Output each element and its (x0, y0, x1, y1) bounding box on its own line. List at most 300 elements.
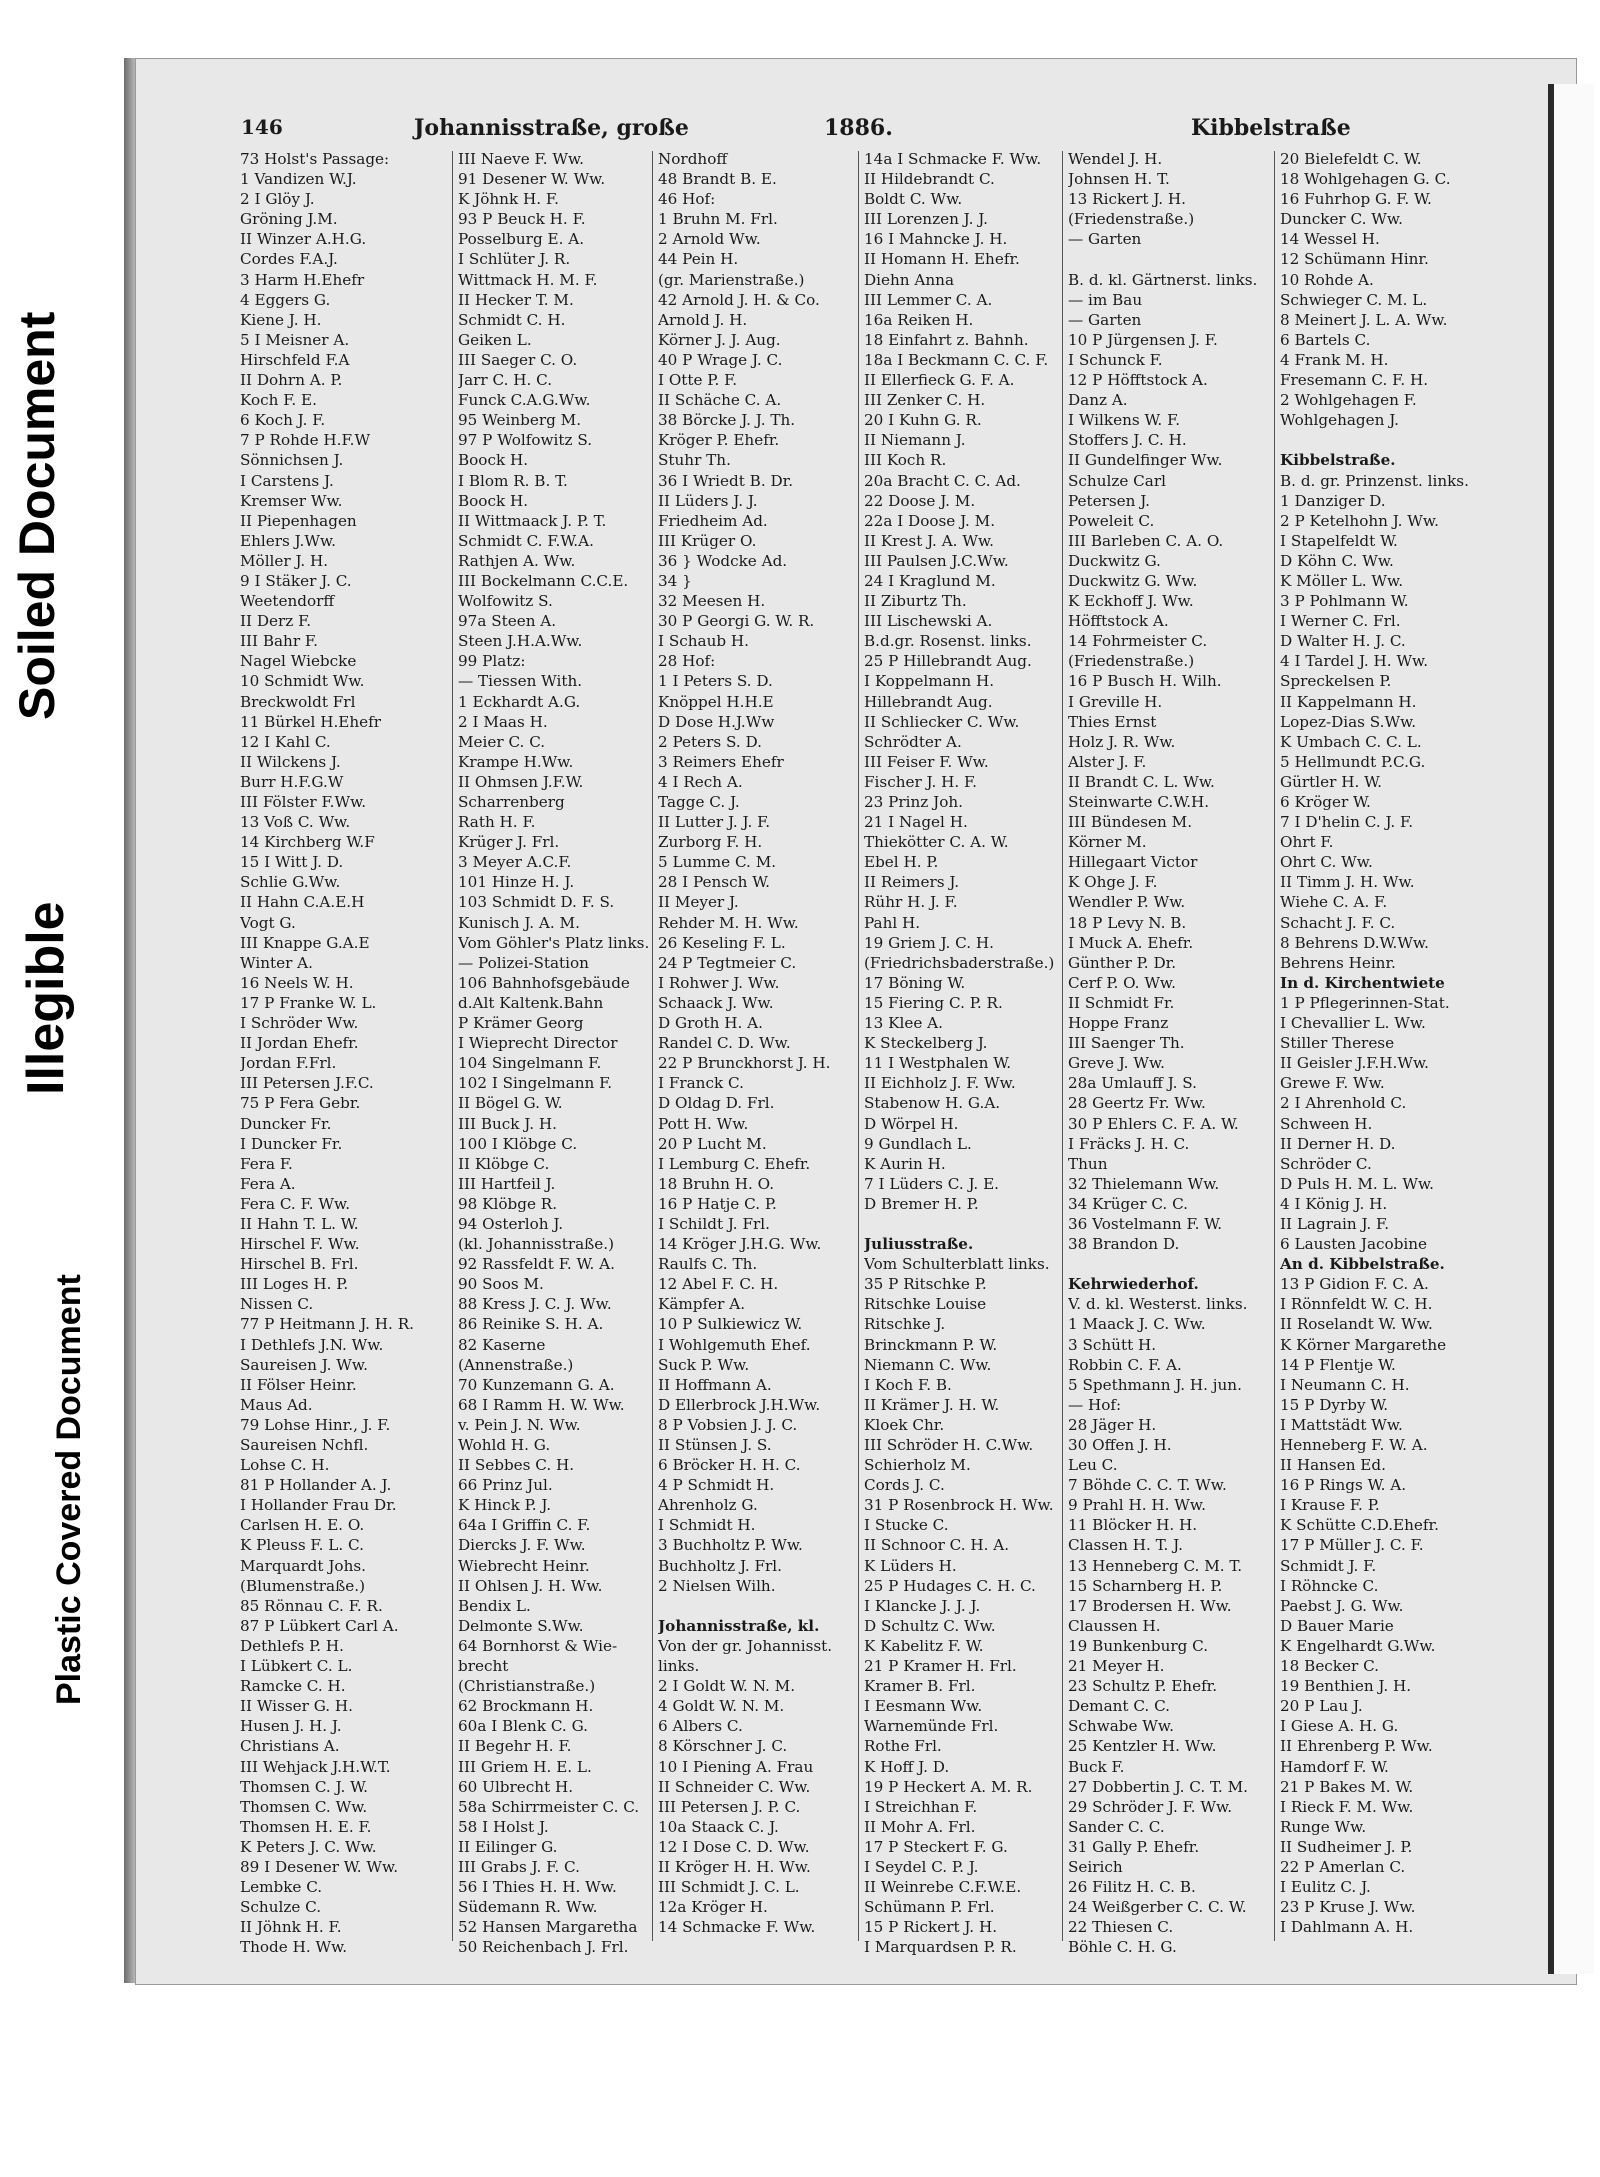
directory-entry: Maus Ad. (240, 1395, 313, 1414)
directory-entry: Husen J. H. J. (240, 1717, 342, 1736)
directory-entry: Sander C. C. (1068, 1817, 1165, 1836)
directory-entry: 5 I Meisner A. (240, 330, 350, 349)
directory-entry: K Schütte C.D.Ehefr. (1280, 1516, 1439, 1535)
directory-entry: 93 P Beuck H. F. (458, 210, 586, 229)
directory-entry: Ohrt C. Ww. (1280, 853, 1373, 872)
directory-entry: Vom Schulterblatt links. (864, 1255, 1050, 1274)
directory-entry: III Grabs J. F. C. (458, 1857, 580, 1876)
directory-entry: 5 Spethmann J. H. jun. (1068, 1375, 1242, 1394)
directory-entry: 88 Kress J. C. J. Ww. (458, 1295, 612, 1314)
directory-entry: 16 Neels W. H. (240, 973, 354, 992)
directory-entry: Cerf P. O. Ww. (1068, 973, 1176, 992)
directory-entry: II Dohrn A. P. (240, 371, 343, 390)
directory-entry: 9 I Stäker J. C. (240, 571, 352, 590)
directory-entry (1280, 430, 1488, 450)
directory-entry: 10 Schmidt Ww. (240, 672, 365, 691)
directory-entry: 12a Kröger H. (658, 1898, 768, 1917)
soiled-document-label: Soiled Document (9, 311, 65, 720)
directory-entry: 4 P Schmidt H. (658, 1476, 775, 1495)
directory-entry: Günther P. Dr. (1068, 953, 1177, 972)
directory-entry: Hoppe Franz (1068, 1014, 1169, 1033)
directory-entry: D Bauer Marie (1280, 1616, 1394, 1635)
directory-entry: 18a I Beckmann C. C. F. (864, 350, 1049, 369)
directory-entry: 97a Steen A. (458, 612, 557, 631)
directory-entry: 62 Brockmann H. (458, 1697, 594, 1716)
directory-entry: D Dose H.J.Ww (658, 712, 775, 731)
directory-entry: 1 Eckhardt A.G. (458, 692, 581, 711)
directory-entry: I Schmidt H. (658, 1516, 756, 1535)
directory-entry: 36 Vostelmann F. W. (1068, 1214, 1223, 1233)
directory-entry: 18 Bruhn H. O. (658, 1174, 775, 1193)
directory-entry: Pott H. Ww. (658, 1114, 749, 1133)
directory-entry: 21 Meyer H. (1068, 1657, 1165, 1676)
directory-entry: Steinwarte C.W.H. (1068, 793, 1210, 811)
directory-entry: 22 Thiesen C. (1068, 1918, 1174, 1937)
directory-entry: 28 Hof: (658, 652, 716, 671)
directory-entry: II Eilinger G. (458, 1837, 558, 1856)
directory-entry: Behrens Heinr. (1280, 953, 1396, 972)
directory-entry: I Blom R. B. T. (458, 471, 568, 490)
directory-entry: 18 P Levy N. B. (1068, 913, 1187, 932)
directory-entry: Kloek Chr. (864, 1415, 945, 1434)
directory-entry: 34 Krüger C. C. (1068, 1194, 1188, 1213)
directory-entry: 13 Rickert J. H. (1068, 190, 1186, 209)
directory-entry: Kramer B. Frl. (864, 1677, 976, 1696)
directory-entry: K Eckhoff J. Ww. (1068, 592, 1194, 611)
directory-entry: Körner M. (1068, 833, 1147, 852)
directory-entry: Ahrenholz G. (658, 1496, 758, 1515)
directory-entry: II Kappelmann H. (1280, 692, 1417, 711)
directory-entry: 24 I Kraglund M. (864, 571, 996, 590)
directory-entry: 77 P Heitmann J. H. R. (240, 1315, 414, 1334)
directory-entry: Hillegaart Victor (1068, 853, 1198, 872)
directory-entry: Vogt G. (240, 913, 296, 932)
directory-entry: (Friedenstraße.) (1068, 210, 1195, 229)
directory-entry: 17 P Müller J. C. F. (1280, 1536, 1424, 1555)
directory-entry: II Homann H. Ehefr. (864, 250, 1020, 269)
directory-entry: Ritschke J. (864, 1315, 946, 1334)
directory-entry: K Ohge J. F. (1068, 873, 1158, 892)
directory-entry: 106 Bahnhofsgebäude (458, 973, 630, 992)
directory-entry: Duncker C. Ww. (1280, 210, 1403, 229)
directory-entry: Rühr H. J. F. (864, 893, 958, 912)
directory-entry: I Dethlefs J.N. Ww. (240, 1335, 384, 1354)
directory-entry: Schwabe Ww. (1068, 1717, 1174, 1736)
directory-entry: III Petersen J.F.C. (240, 1074, 374, 1093)
directory-entry: Scharrenberg (458, 793, 565, 811)
directory-entry: III Krüger O. (658, 531, 757, 550)
directory-entry: 26 Keseling F. L. (658, 933, 786, 952)
directory-entry: d.Alt Kaltenk.Bahn (458, 993, 604, 1012)
directory-entry: Sönnichsen J. (240, 451, 344, 470)
directory-entry: I Stapelfeldt W. (1280, 531, 1398, 550)
directory-entry: K Körner Margarethe (1280, 1335, 1447, 1354)
directory-entry: 3 Buchholtz P. Ww. (658, 1536, 803, 1555)
directory-entry: II Sudheimer J. P. (1280, 1837, 1413, 1856)
directory-entry: Saureisen Nchfl. (240, 1436, 369, 1454)
directory-entry: 32 Thielemann Ww. (1068, 1174, 1220, 1193)
directory-entry: — Garten (1068, 230, 1142, 249)
directory-entry: Henneberg F. W. A. (1280, 1436, 1428, 1454)
directory-entry: I Schröder Ww. (240, 1014, 359, 1033)
directory-entry: I Wohlgemuth Ehef. (658, 1335, 811, 1354)
directory-entry: 7 I Lüders C. J. E. (864, 1174, 999, 1193)
directory-entry: 13 Henneberg C. M. T. (1068, 1556, 1243, 1575)
directory-entry: 12 Abel F. C. H. (658, 1275, 779, 1294)
directory-entry: Nordhoff (658, 150, 728, 168)
directory-entry: II Ziburtz Th. (864, 592, 967, 611)
directory-entry: 28 I Pensch W. (658, 873, 770, 892)
directory-entry: K Möller L. Ww. (1280, 571, 1404, 590)
directory-entry: 16 P Rings W. A. (1280, 1476, 1407, 1495)
directory-entry: D Oldag D. Frl. (658, 1094, 775, 1113)
directory-entry (1068, 1254, 1276, 1274)
directory-entry: III Bockelmann C.C.E. (458, 571, 629, 590)
directory-entry: III Zenker C. H. (864, 391, 986, 410)
directory-entry: Burr H.F.G.W (240, 772, 344, 791)
directory-entry: III Loges H. P. (240, 1275, 349, 1294)
directory-entry: 79 Lohse Hinr., J. F. (240, 1415, 391, 1434)
directory-entry: Greve J. Ww. (1068, 1054, 1165, 1073)
directory-entry: I Schaub H. (658, 632, 749, 651)
directory-entry: Knöppel H.H.E (658, 692, 774, 711)
directory-entry: Runge Ww. (1280, 1817, 1367, 1836)
directory-entry: 21 I Nagel H. (864, 813, 968, 832)
directory-entry: II Wisser G. H. (240, 1697, 354, 1716)
directory-entry: 91 Desener W. Ww. (458, 170, 606, 189)
directory-entry: (Christianstraße.) (458, 1677, 596, 1696)
year-heading: 1886. (824, 115, 893, 141)
directory-entry: P Krämer Georg (458, 1014, 584, 1033)
directory-entry: Ohrt F. (1280, 833, 1334, 852)
directory-entry: Paebst J. G. Ww. (1280, 1596, 1404, 1615)
directory-entry: 3 Schütt H. (1068, 1335, 1157, 1354)
directory-entry: 73 Holst's Passage: (240, 150, 390, 168)
directory-entry: 14 P Flentje W. (1280, 1355, 1396, 1374)
directory-entry: 13 Voß C. Ww. (240, 813, 351, 832)
directory-entry: 19 P Heckert A. M. R. (864, 1777, 1033, 1796)
directory-entry: Saureisen J. Ww. (240, 1355, 368, 1374)
directory-entry: III Schröder H. C.Ww. (864, 1436, 1034, 1454)
directory-entry: 56 I Thies H. H. Ww. (458, 1878, 617, 1897)
directory-entry: Schulze Carl (1068, 471, 1166, 490)
directory-entry: Nissen C. (240, 1295, 314, 1314)
directory-entry: II Weinrebe C.F.W.E. (864, 1878, 1022, 1897)
directory-entry: 22 P Amerlan C. (1280, 1857, 1406, 1876)
directory-entry: 95 Weinberg M. (458, 411, 582, 430)
directory-entry: II Reimers J. (864, 873, 960, 892)
directory-entry: D Köhn C. Ww. (1280, 551, 1394, 570)
directory-entry: Möller J. H. (240, 551, 329, 570)
directory-entry: Vom Göhler's Platz links. (458, 933, 650, 952)
directory-entry: III Saeger C. O. (458, 350, 578, 369)
directory-entry: 85 Rönnau C. F. R. (240, 1596, 383, 1615)
directory-entry (864, 1214, 1072, 1234)
directory-entry: Schaack J. Ww. (658, 993, 774, 1012)
directory-entry: 6 Kröger W. (1280, 793, 1371, 811)
directory-entry: II Kröger H. H. Ww. (658, 1857, 811, 1876)
directory-entry: 2 Nielsen Wilh. (658, 1576, 776, 1595)
directory-entry: 10a Staack C. J. (658, 1817, 779, 1836)
directory-entry: Classen H. T. J. (1068, 1536, 1183, 1555)
directory-entry: Rath H. F. (458, 813, 536, 832)
directory-entry: Leu C. (1068, 1456, 1118, 1475)
directory-entry: I Dahlmann A. H. (1280, 1918, 1414, 1937)
directory-entry: Fresemann C. F. H. (1280, 371, 1429, 390)
directory-entry: II Hoffmann A. (658, 1375, 772, 1394)
directory-entry: D Walter H. J. C. (1280, 632, 1406, 651)
column-6 (1280, 149, 1488, 1937)
directory-entry: 15 P Dyrby W. (1280, 1395, 1389, 1414)
directory-entry: Wiebrecht Heinr. (458, 1556, 590, 1575)
directory-entry: 2 I Goldt W. N. M. (658, 1677, 796, 1696)
directory-entry: III Hartfeil J. (458, 1174, 556, 1193)
directory-entry: 11 Bürkel H.Ehefr (240, 712, 382, 731)
directory-entry: I Giese A. H. G. (1280, 1717, 1399, 1736)
directory-entry: 2 I Glöy J. (240, 190, 315, 209)
directory-entry: 3 P Pohlmann W. (1280, 592, 1409, 611)
directory-entry: Schulze C. (240, 1898, 322, 1917)
directory-entry: 14 Schmacke F. Ww. (658, 1918, 816, 1937)
directory-entry: 13 P Gidion F. C. A. (1280, 1275, 1429, 1294)
directory-entry: Krampe H.Ww. (458, 752, 574, 771)
directory-entry: III Lischewski A. (864, 612, 993, 631)
directory-entry: 20 P Lau J. (1280, 1697, 1363, 1716)
directory-entry: Cords J. C. (864, 1476, 945, 1495)
directory-entry: I Neumann C. H. (1280, 1375, 1410, 1394)
directory-entry: 6 Koch J. F. (240, 411, 326, 430)
directory-entry: 4 Eggers G. (240, 290, 331, 309)
directory-entry: Schween H. (1280, 1114, 1373, 1133)
directory-entry: 31 P Rosenbrock H. Ww. (864, 1496, 1054, 1515)
directory-entry: II Timm J. H. Ww. (1280, 873, 1415, 892)
directory-entry: 26 Filitz H. C. B. (1068, 1878, 1196, 1897)
directory-entry: 20 P Lucht M. (658, 1134, 767, 1153)
directory-entry: II Wilckens J. (240, 752, 341, 771)
directory-entry: II Meyer J. (658, 893, 739, 912)
directory-entry: Funck C.A.G.Ww. (458, 391, 591, 410)
directory-entry: I Koch F. B. (864, 1375, 952, 1394)
directory-entry: Kibbelstraße. (1280, 451, 1396, 470)
directory-entry: 30 P Ehlers C. F. A. W. (1068, 1114, 1239, 1133)
directory-entry: II Eichholz J. F. Ww. (864, 1074, 1016, 1093)
directory-entry: III Koch R. (864, 451, 947, 470)
directory-entry: Diehn Anna (864, 270, 954, 289)
directory-entry: Höfftstock A. (1068, 612, 1169, 631)
directory-entry: Stiller Therese (1280, 1034, 1395, 1053)
directory-entry: K Kabelitz F. W. (864, 1636, 984, 1655)
directory-entry: II Ellerfieck G. F. A. (864, 371, 1015, 390)
directory-entry: Fera F. (240, 1154, 293, 1173)
directory-entry: 11 Blöcker H. H. (1068, 1516, 1198, 1535)
directory-entry: III Naeve F. Ww. (458, 150, 585, 168)
directory-entry: Duckwitz G. (1068, 551, 1161, 570)
directory-entry: K Aurin H. (864, 1154, 946, 1173)
directory-entry: 2 I Ahrenhold C. (1280, 1094, 1407, 1113)
directory-entry: Wolfowitz S. (458, 592, 553, 611)
directory-entry: II Sebbes C. H. (458, 1456, 575, 1475)
directory-entry: (Friedenstraße.) (1068, 652, 1195, 671)
directory-entry: 102 I Singelmann F. (458, 1074, 613, 1093)
directory-entry: I Carstens J. (240, 471, 334, 490)
directory-entry: 16 P Busch H. Wilh. (1068, 672, 1222, 691)
directory-entry: 32 Meesen H. (658, 592, 766, 611)
directory-entry: 23 Prinz Joh. (864, 793, 963, 811)
column-divider (1062, 151, 1063, 1941)
directory-entry: 14 Wessel H. (1280, 230, 1380, 249)
directory-entry: 9 Prahl H. H. Ww. (1068, 1496, 1206, 1515)
directory-entry: III Saenger Th. (1068, 1034, 1185, 1053)
directory-entry: Kröger P. Ehefr. (658, 431, 780, 450)
directory-entry: Thiekötter C. A. W. (864, 833, 1009, 852)
directory-entry: 17 Böning W. (864, 973, 966, 992)
directory-entry: Spreckelsen P. (1280, 672, 1392, 691)
directory-entry: 8 P Vobsien J. J. C. (658, 1415, 798, 1434)
column-3 (658, 149, 866, 1937)
directory-entry: 16 Fuhrhop G. F. W. (1280, 190, 1432, 209)
directory-entry: I Röhncke C. (1280, 1576, 1379, 1595)
directory-entry: I Schlüter J. R. (458, 250, 571, 269)
directory-entry: 6 Bröcker H. H. C. (658, 1456, 801, 1475)
column-5 (1068, 149, 1276, 1957)
directory-entry: Schmidt J. F. (1280, 1556, 1377, 1575)
directory-entry: Kehrwiederhof. (1068, 1275, 1199, 1294)
directory-entry: 8 Behrens D.W.Ww. (1280, 933, 1429, 952)
directory-entry: Diercks J. F. Ww. (458, 1536, 586, 1555)
directory-entry: K Jöhnk H. F. (458, 190, 559, 209)
directory-entry: Fischer J. H. F. (864, 772, 978, 791)
directory-entry: I Marquardsen P. R. (864, 1938, 1017, 1957)
directory-entry: (Annenstraße.) (458, 1355, 574, 1374)
directory-entry: Carlsen H. E. O. (240, 1516, 365, 1535)
directory-entry: 20 I Kuhn G. R. (864, 411, 982, 430)
directory-entry: Kremser Ww. (240, 491, 343, 510)
directory-entry: 2 Peters S. D. (658, 732, 762, 751)
directory-entry: 19 Benthien J. H. (1280, 1677, 1412, 1696)
directory-entry: III Feiser F. Ww. (864, 752, 989, 771)
directory-entry: 81 P Hollander A. J. (240, 1476, 392, 1495)
directory-entry: Alster J. F. (1068, 752, 1147, 771)
directory-entry: 24 Weißgerber C. C. W. (1068, 1898, 1247, 1917)
directory-entry: 29 Schröder J. F. Ww. (1068, 1797, 1233, 1816)
directory-entry: 86 Reinike S. H. A. (458, 1315, 604, 1334)
directory-entry: II Hecker T. M. (458, 290, 574, 309)
directory-entry: Wendler P. Ww. (1068, 893, 1186, 912)
directory-entry: 30 P Georgi G. W. R. (658, 612, 815, 631)
directory-entry: Ramcke C. H. (240, 1677, 346, 1696)
directory-entry: I Muck A. Ehefr. (1068, 933, 1194, 952)
directory-entry: Posselburg E. A. (458, 230, 585, 249)
directory-entry: Thun (1068, 1154, 1108, 1173)
directory-entry: II Schmidt Fr. (1068, 993, 1175, 1012)
directory-entry: 15 Fiering C. P. R. (864, 993, 1003, 1012)
directory-entry: Hillebrandt Aug. (864, 692, 993, 711)
directory-entry: Von der gr. Johannisst. (658, 1636, 833, 1655)
right-street-title: Kibbelstraße (1191, 115, 1351, 141)
directory-entry: 14 Fohrmeister C. (1068, 632, 1208, 651)
directory-entry: Weetendorff (240, 592, 335, 611)
directory-entry: 7 Böhde C. C. T. Ww. (1068, 1476, 1227, 1495)
directory-entry: Niemann C. Ww. (864, 1355, 992, 1374)
directory-entry: Kiene J. H. (240, 310, 322, 329)
directory-entry: Lopez-Dias S.Ww. (1280, 712, 1417, 731)
directory-entry: III Petersen J. P. C. (658, 1797, 801, 1816)
directory-entry: Thode H. Ww. (240, 1938, 348, 1957)
directory-entry: Breckwoldt Frl (240, 692, 356, 711)
column-divider (858, 151, 859, 1941)
directory-entry: 28a Umlauff J. S. (1068, 1074, 1197, 1093)
directory-entry: II Winzer A.H.G. (240, 230, 367, 249)
directory-entry: Johannisstraße, kl. (658, 1616, 820, 1635)
column-divider (652, 151, 653, 1941)
directory-entry: Boock H. (458, 491, 529, 510)
directory-entry: (Blumenstraße.) (240, 1576, 365, 1595)
directory-entry: 10 Rohde A. (1280, 270, 1374, 289)
directory-entry: 48 Brandt B. E. (658, 170, 777, 189)
directory-entry: II Derz F. (240, 612, 312, 631)
directory-entry: Brinckmann P. W. (864, 1335, 998, 1354)
directory-entry: Tagge C. J. (658, 793, 740, 811)
directory-entry: 66 Prinz Jul. (458, 1476, 553, 1495)
directory-entry: Hamdorf F. W. (1280, 1757, 1389, 1776)
column-4 (864, 149, 1072, 1957)
directory-entry: III Bündesen M. (1068, 813, 1193, 832)
directory-entry: Lohse C. H. (240, 1456, 330, 1475)
column-divider (1274, 151, 1275, 1941)
directory-entry: Hirschfeld F.A (240, 350, 350, 369)
directory-entry: III Wehjack J.H.W.T. (240, 1757, 391, 1776)
directory-entry: III Barleben C. A. O. (1068, 531, 1224, 550)
directory-entry: Fera A. (240, 1174, 296, 1193)
directory-entry: 23 P Kruse J. Ww. (1280, 1898, 1416, 1917)
directory-entry: Schröder C. (1280, 1154, 1372, 1173)
directory-entry: 42 Arnold J. H. & Co. (658, 290, 820, 309)
directory-entry: II Lagrain J. F. (1280, 1214, 1390, 1233)
directory-entry: I Duncker Fr. (240, 1134, 343, 1153)
directory-entry: I Franck C. (658, 1074, 744, 1093)
directory-entry: I Eulitz C. J. (1280, 1878, 1371, 1897)
directory-entry: Thomsen C. Ww. (240, 1797, 368, 1816)
directory-entry: Schlie G.Ww. (240, 873, 341, 892)
directory-entry: 30 Offen J. H. (1068, 1436, 1172, 1454)
directory-entry: 89 I Desener W. Ww. (240, 1857, 399, 1876)
directory-entry: Demant C. C. (1068, 1697, 1170, 1716)
directory-entry: II Klöbge C. (458, 1154, 550, 1173)
directory-entry: 12 I Kahl C. (240, 732, 331, 751)
directory-entry: 36 I Wriedt B. Dr. (658, 471, 794, 490)
directory-entry: 10 I Piening A. Frau (658, 1757, 814, 1776)
directory-entry: 2 P Ketelhohn J. Ww. (1280, 511, 1439, 530)
directory-entry: Marquardt Johs. (240, 1556, 366, 1575)
directory-entry: 58a Schirrmeister C. C. (458, 1797, 640, 1816)
directory-entry: II Hahn C.A.E.H (240, 893, 365, 912)
directory-entry: 6 Bartels C. (1280, 330, 1371, 349)
directory-entry: B. d. gr. Prinzenst. links. (1280, 471, 1469, 490)
directory-entry: Claussen H. (1068, 1616, 1161, 1635)
directory-entry: II Lüders J. J. (658, 491, 758, 510)
directory-entry: Schacht J. F. C. (1280, 913, 1396, 932)
directory-entry: Friedheim Ad. (658, 511, 768, 530)
directory-entry: 18 Einfahrt z. Bahnh. (864, 330, 1029, 349)
directory-entry: K Hoff J. D. (864, 1757, 950, 1776)
directory-entry: I Seydel C. P. J. (864, 1857, 979, 1876)
directory-entry: Cordes F.A.J. (240, 250, 338, 269)
directory-entry: 103 Schmidt D. F. S. (458, 893, 615, 912)
directory-entry: III Buck J. H. (458, 1114, 557, 1133)
directory-entry: 19 Bunkenburg C. (1068, 1636, 1209, 1655)
directory-entry: I Streichhan F. (864, 1797, 978, 1816)
directory-entry: II Schliecker C. Ww. (864, 712, 1020, 731)
